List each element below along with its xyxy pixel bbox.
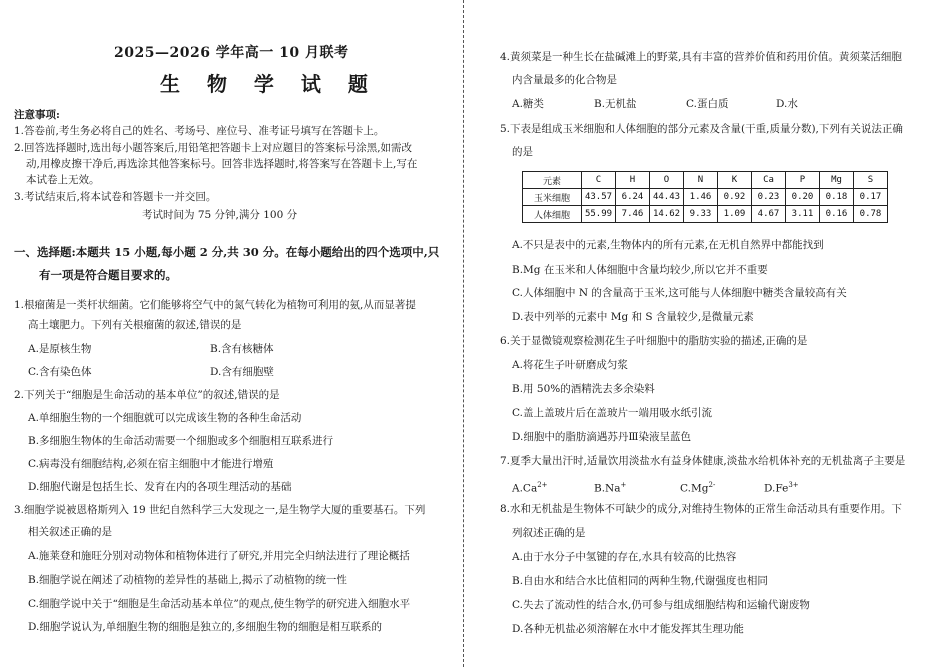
table-cell: 0.92	[718, 189, 752, 206]
ion-charge: 2-	[708, 481, 716, 489]
table-cell: 0.17	[854, 189, 888, 206]
table-cell: 4.67	[752, 206, 786, 223]
question-8-stem-cont: 列叙述正确的是	[512, 527, 586, 539]
table-cell: 44.43	[650, 189, 684, 206]
question-1-stem: 1.根瘤菌是一类杆状细菌。它们能够将空气中的氮气转化为植物可利用的氨,从而显著提	[14, 299, 416, 311]
question-3-option-a[interactable]: A.施莱登和施旺分别对动物体和植物体进行了研究,并用完全归纳法进行了理论概括	[28, 550, 410, 562]
table-header-cell: 元素	[523, 172, 582, 189]
table-cell: 3.11	[786, 206, 820, 223]
question-3-option-b[interactable]: B.细胞学说在阐述了动植物的差异性的基础上,揭示了动植物的统一性	[28, 574, 347, 586]
question-5-stem: 5.下表是组成玉米细胞和人体细胞的部分元素及含量(干重,质量分数),下列有关说法正确	[500, 123, 903, 135]
exam-title: 2025—2026 学年高一 10 月联考	[114, 45, 349, 61]
table-cell: 0.18	[820, 189, 854, 206]
table-header-row	[523, 172, 888, 189]
ion-charge: 3+	[788, 481, 799, 489]
question-2-option-d[interactable]: D.细胞代谢是包括生长、发育在内的各项生理活动的基础	[28, 481, 292, 493]
table-cell: 14.62	[650, 206, 684, 223]
note-line: 3.考试结束后,将本试卷和答题卡一并交回。	[14, 191, 217, 203]
question-5-option-d[interactable]: D.表中列举的元素中 Mg 和 S 含量较少,是微量元素	[512, 311, 754, 323]
table-header-cell: N	[684, 172, 718, 189]
question-7-option-a[interactable]	[512, 478, 548, 496]
right-page	[500, 0, 932, 667]
table-row	[523, 189, 888, 206]
table-cell: 0.23	[752, 189, 786, 206]
subject-title: 生 物 学 试 题	[160, 72, 378, 96]
table-header-cell: H	[616, 172, 650, 189]
question-1-stem-cont: 高土壤肥力。下列有关根瘤菌的叙述,错误的是	[28, 319, 242, 331]
notes-heading: 注意事项:	[14, 109, 60, 121]
table-header-cell: Ca	[752, 172, 786, 189]
table-cell: 1.46	[684, 189, 718, 206]
question-6-option-b[interactable]: B.用 50%的酒精洗去多余染料	[512, 383, 655, 395]
table-cell: 0.16	[820, 206, 854, 223]
table-cell: 玉米细胞	[523, 189, 582, 206]
question-6-option-d[interactable]: D.细胞中的脂肪滴遇苏丹Ⅲ染液呈蓝色	[512, 431, 692, 443]
note-line: 动,用橡皮擦干净后,再选涂其他答案标号。回答非选择题时,将答案写在答题卡上,写在	[26, 158, 418, 170]
table-header-cell: C	[582, 172, 616, 189]
page-fold-divider	[463, 0, 464, 667]
question-3-option-d[interactable]: D.细胞学说认为,单细胞生物的细胞是独立的,多细胞生物的细胞是相互联系的	[28, 621, 383, 633]
ion-charge: 2+	[537, 481, 548, 489]
option-text: B.Na	[594, 482, 621, 495]
question-8-option-c[interactable]: C.失去了流动性的结合水,仍可参与组成细胞结构和运输代谢废物	[512, 599, 810, 611]
question-4-option-b[interactable]: B.无机盐	[594, 98, 637, 110]
note-line: 1.答卷前,考生务必将自己的姓名、考场号、座位号、准考证号填写在答题卡上。	[14, 125, 385, 137]
question-8-stem: 8.水和无机盐是生物体不可缺少的成分,对维持生物体的正常生命活动具有重要作用。下	[500, 503, 902, 515]
question-6-option-a[interactable]: A.将花生子叶研磨成匀浆	[512, 359, 628, 371]
question-3-option-c[interactable]: C.细胞学说中关于“细胞是生命活动基本单位”的观点,使生物学的研究进入细胞水平	[28, 598, 411, 610]
question-5-stem-cont: 的是	[512, 146, 533, 158]
note-line: 2.回答选择题时,选出每小题答案后,用铅笔把答题卡上对应题目的答案标号涂黑,如需改	[14, 142, 413, 154]
question-4-option-a[interactable]: A.糖类	[512, 98, 544, 110]
section-heading-cont: 有一项是符合题目要求的。	[39, 268, 177, 282]
ion-charge: +	[620, 481, 627, 489]
question-2-option-c[interactable]: C.病毒没有细胞结构,必须在宿主细胞中才能进行增殖	[28, 458, 274, 470]
table-header-cell: P	[786, 172, 820, 189]
table-header-cell: S	[854, 172, 888, 189]
note-line: 本试卷上无效。	[26, 174, 100, 186]
question-1-option-c[interactable]: C.含有染色体	[28, 366, 92, 378]
table-cell: 0.20	[786, 189, 820, 206]
question-7-option-d[interactable]	[764, 478, 799, 496]
section-heading: 一、选择题:本题共 15 小题,每小题 2 分,共 30 分。在每小题给出的四个选项中,只	[14, 245, 440, 259]
table-cell: 7.46	[616, 206, 650, 223]
question-3-stem-cont: 相关叙述正确的是	[28, 526, 112, 538]
exam-time-info: 考试时间为 75 分钟,满分 100 分	[142, 209, 298, 221]
question-4-stem-cont: 内含量最多的化合物是	[512, 74, 617, 86]
question-8-option-a[interactable]: A.由于水分子中氢键的存在,水具有较高的比热容	[512, 551, 737, 563]
question-1-option-b[interactable]: B.含有核糖体	[210, 343, 274, 355]
question-2-stem: 2.下列关于“细胞是生命活动的基本单位”的叙述,错误的是	[14, 389, 280, 401]
question-2-option-b[interactable]: B.多细胞生物体的生命活动需要一个细胞或多个细胞相互联系进行	[28, 435, 334, 447]
table-row	[523, 206, 888, 223]
question-1-option-d[interactable]: D.含有细胞壁	[210, 366, 274, 378]
table-cell: 1.09	[718, 206, 752, 223]
question-4-stem: 4.黄须菜是一种生长在盐碱滩上的野菜,具有丰富的营养价值和药用价值。黄须菜活细胞	[500, 51, 902, 63]
question-5-option-a[interactable]: A.不只是表中的元素,生物体内的所有元素,在无机自然界中都能找到	[512, 239, 824, 251]
question-5-option-c[interactable]: C.人体细胞中 N 的含量高于玉米,这可能与人体细胞中糖类含量较高有关	[512, 287, 847, 299]
question-4-option-c[interactable]: C.蛋白质	[686, 98, 729, 110]
element-content-table	[522, 171, 888, 223]
table-cell: 43.57	[582, 189, 616, 206]
question-4-option-d[interactable]: D.水	[776, 98, 798, 110]
question-6-option-c[interactable]: C.盖上盖玻片后在盖玻片一端用吸水纸引流	[512, 407, 712, 419]
table-cell: 9.33	[684, 206, 718, 223]
table-header-cell: K	[718, 172, 752, 189]
option-text: D.Fe	[764, 482, 789, 495]
question-3-stem: 3.细胞学说被恩格斯列入 19 世纪自然科学三大发现之一,是生物学大厦的重要基石。下列	[14, 504, 426, 516]
table-cell: 人体细胞	[523, 206, 582, 223]
question-8-option-d[interactable]: D.各种无机盐必须溶解在水中才能发挥其生理功能	[512, 623, 744, 635]
option-text: C.Mg	[680, 482, 709, 495]
option-text: A.Ca	[512, 482, 538, 495]
left-page	[14, 0, 440, 667]
question-2-option-a[interactable]: A.单细胞生物的一个细胞就可以完成该生物的各种生命活动	[28, 412, 302, 424]
question-5-option-b[interactable]: B.Mg 在玉米和人体细胞中含量均较少,所以它并不重要	[512, 264, 768, 276]
table-cell: 0.78	[854, 206, 888, 223]
question-7-option-c[interactable]	[680, 478, 715, 496]
table-header-cell: Mg	[820, 172, 854, 189]
question-6-stem: 6.关于显微镜观察检测花生子叶细胞中的脂肪实验的描述,正确的是	[500, 335, 808, 347]
table-cell: 6.24	[616, 189, 650, 206]
question-8-option-b[interactable]: B.自由水和结合水比值相同的两种生物,代谢强度也相同	[512, 575, 768, 587]
question-7-option-b[interactable]	[594, 478, 626, 496]
table-header-cell: O	[650, 172, 684, 189]
table-cell: 55.99	[582, 206, 616, 223]
question-1-option-a[interactable]: A.是原核生物	[28, 343, 92, 355]
question-7-stem: 7.夏季大量出汗时,适量饮用淡盐水有益身体健康,淡盐水给机体补充的无机盐离子主要是	[500, 455, 906, 467]
